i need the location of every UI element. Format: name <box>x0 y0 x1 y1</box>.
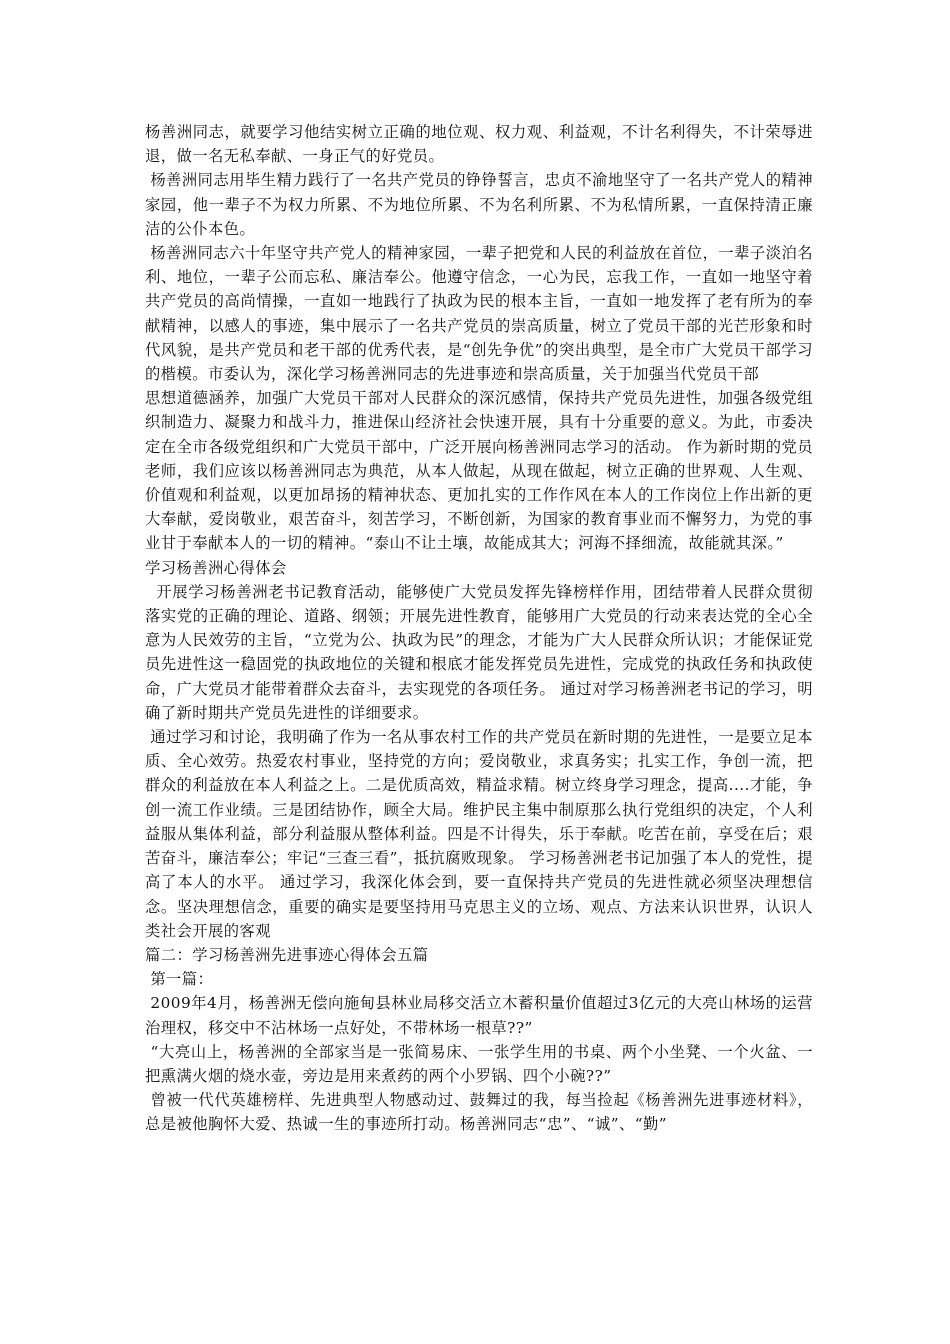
subsection-heading: 第一篇： <box>145 970 214 989</box>
paragraph: 思想道德涵养，加强广大党员干部对人民群众的深沉感情，保持共产党员先进性，加强各级党组织制造力、凝聚力和战斗力，推进保山经济社会快速开展，具有十分重要的意义。为此，市委决定在全市各级党组织和广大党员干部中，广泛开展向杨善洲同志学习的活动。 作为新时期的党员老师，我们应该以杨善洲同志为典范，从本人做起，从现在做起，树立正确的世界观、人生观、价值观和利益观，以更加昂扬的精神状态、更加扎实的工作作风在本人的工作岗位上作出新的更大奉献，爱岗敬业，艰苦奋斗，刻苦学习，不断创新，为国家的教育事业而不懈努力，为党的事业甘于奉献本人的一切的精神。“泰山不让土壤，故能成其大；河海不择细流，故能就其深。” <box>145 389 813 553</box>
section-heading: 学习杨善洲心得体会 <box>145 558 287 577</box>
paragraph: 杨善洲同志六十年坚守共产党人的精神家园，一辈子把党和人民的利益放在首位，一辈子淡泊名利、地位，一辈子公而忘私、廉洁奉公。他遵守信念，一心为民，忘我工作，一直如一地坚守着共产党员的高尚情操，一直如一地践行了执政为民的根本主旨，一直如一地发挥了老有所为的奉献精神，以感人的事迹，集中展示了一名共产党员的崇高质量，树立了党员干部的光芒形象和时代风貌，是共产党员和老干部的优秀代表，是“创先争优”的突出典型，是全市广大党员干部学习的楷模。市委认为，深化学习杨善洲同志的先进事迹和崇高质量，关于加强当代党员干部 <box>145 244 813 384</box>
document-body <box>145 120 813 1137</box>
paragraph: 曾被一代代英雄榜样、先进典型人物感动过、鼓舞过的我，每当捡起《杨善洲先进事迹材料》，总是被他胸怀大爱、热诚一生的事迹所打动。杨善洲同志“忠”、“诚”、“勤” <box>145 1091 813 1134</box>
section-heading: 篇二：学习杨善洲先进事迹心得体会五篇 <box>145 945 429 964</box>
paragraph: 杨善洲同志，就要学习他结实树立正确的地位观、权力观、利益观，不计名利得失，不计荣辱进退，做一名无私奉献、一身正气的好党员。 <box>145 123 813 166</box>
paragraph: 通过学习和讨论，我明确了作为一名从事农村工作的共产党员在新时期的先进性，一是要立足本质、全心效劳。热爱农村事业，坚持党的方向；爱岗敬业，求真务实；扎实工作，争创一流，把群众的利益放在本人利益之上。二是优质高效，精益求精。树立终身学习理念，提高....才能，争创一流工作业绩。三是团结协作，顾全大局。维护民主集中制原那么执行党组织的决定，个人利益服从集体利益，部分利益服从整体利益。四是不计得失，乐于奉献。吃苦在前，享受在后；艰苦奋斗，廉洁奉公；牢记“三查三看”，抵抗腐败现象。 学习杨善洲老书记加强了本人的党性，提高了本人的水平。 通过学习，我深化体会到，要一直保持共产党员的先进性就必须坚决理想信念。坚决理想信念，重要的确实是要坚持用马克思主义的立场、观点、方法来认识世界，认识人类社会开展的客观 <box>145 728 813 940</box>
paragraph: 开展学习杨善洲老书记教育活动，能够使广大党员发挥先锋榜样作用，团结带着人民群众贯彻落实党的正确的理论、道路、纲领；开展先进性教育，能够用广大党员的行动来表达党的全心全意为人民效劳的主旨，“立党为公、执政为民”的理念，才能为广大人民群众所认识；才能保证党员先进性这一稳固党的执政地位的关键和根底才能发挥党员先进性，完成党的执政任务和执政使命，广大党员才能带着群众去奋斗，去实现党的各项任务。 通过对学习杨善洲老书记的学习，明确了新时期共产党员先进性的详细要求。 <box>145 582 814 722</box>
paragraph: 2009年4月，杨善洲无偿向施甸县林业局移交活立木蓄积量价值超过3亿元的大亮山林场的运营治理权，移交中不沾林场一点好处，不带林场一根草??” <box>145 994 813 1037</box>
paragraph: “大亮山上，杨善洲的全部家当是一张简易床、一张学生用的书桌、两个小坐凳、一个火盆、一把熏满火烟的烧水壶，旁边是用来煮药的两个小罗锅、四个小碗??” <box>145 1042 813 1085</box>
paragraph: 杨善洲同志用毕生精力践行了一名共产党员的铮铮誓言，忠贞不渝地坚守了一名共产党人的精神家园，他一辈子不为权力所累、不为地位所累、不为名利所累、不为私情所累，一直保持清正廉洁的公仆本色。 <box>145 171 813 238</box>
